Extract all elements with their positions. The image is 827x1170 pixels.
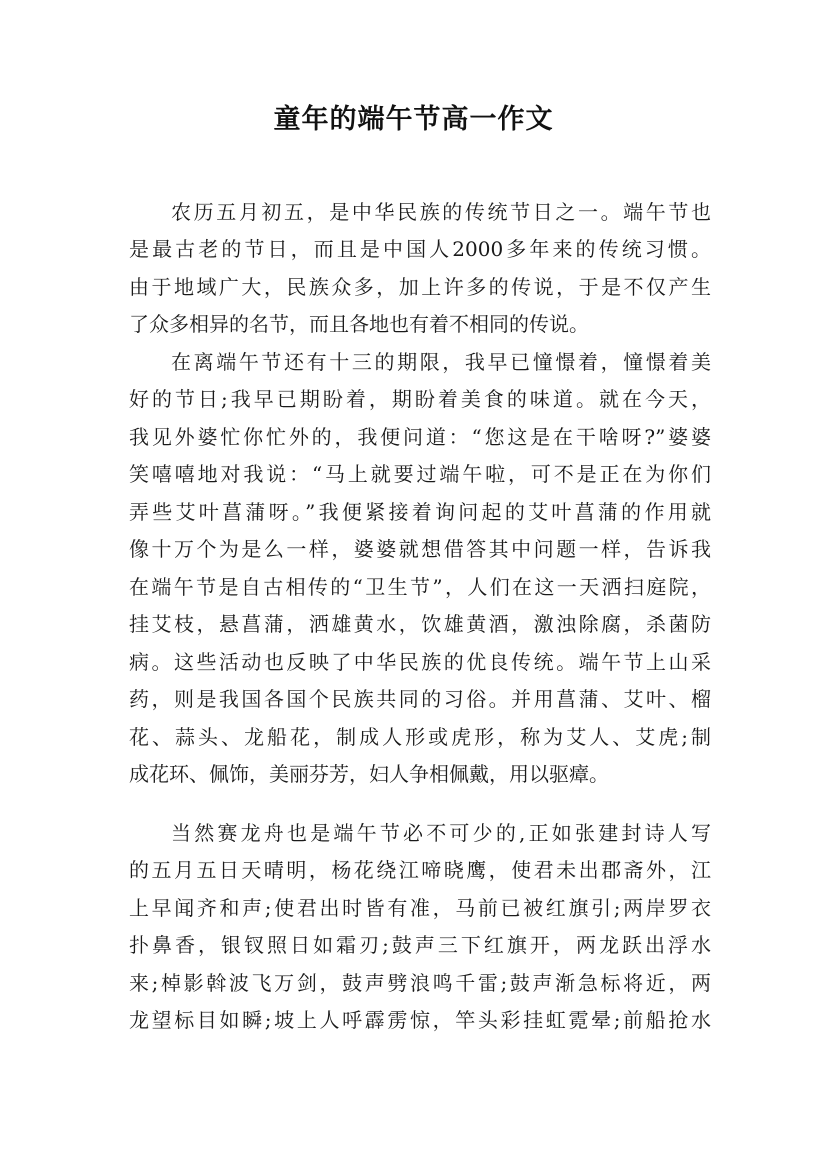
text-line: 上早闻齐和声;使君出时皆有准，马前已被红旗引;两岸罗衣 [129,896,711,920]
text-line: 像十万个为是么一样，婆婆就想借答其中问题一样，告诉我 [129,537,711,561]
text-line: 龙望标目如瞬;坡上人呼霹雳惊，竿头彩挂虹霓晕;前船抢水 [129,1008,711,1032]
text-line: 药，则是我国各国个民族共同的习俗。并用菖蒲、艾叶、榴 [129,687,711,711]
text-line: 挂艾枝，悬菖蒲，洒雄黄水，饮雄黄酒，激浊除腐，杀菌防 [129,612,711,636]
text-line: 的五月五日天晴明，杨花绕江啼晓鹰，使君未出郡斋外，江 [129,858,711,882]
text-line: 好的节日;我早已期盼着，期盼着美食的味道。就在今天， [129,387,711,411]
page-title: 童年的端午节高一作文 [273,104,554,135]
text-line: 在离端午节还有十三的期限，我早已憧憬着，憧憬着美 [171,350,711,374]
text-line: 在端午节是自古相传的“卫生节”，人们在这一天洒扫庭院， [129,575,711,599]
text-line: 花、蒜头、龙船花，制成人形或虎形，称为艾人、艾虎;制 [129,725,711,749]
text-line: 来;棹影斡波飞万剑，鼓声劈浪鸣千雷;鼓声渐急标将近，两 [129,971,711,995]
text-line: 农历五月初五，是中华民族的传统节日之一。端午节也 [171,200,711,224]
text-line: 我见外婆忙你忙外的，我便问道：“您这是在干啥呀?”婆婆 [129,425,711,449]
text-line: 成花环、佩饰，美丽芬芳，妇人争相佩戴，用以驱瘴。 [129,762,609,786]
text-line: 病。这些活动也反映了中华民族的优良传统。端午节上山采 [129,650,711,674]
text-line: 由于地域广大，民族众多，加上许多的传说，于是不仅产生 [129,275,711,299]
text-line: 当然赛龙舟也是端午节必不可少的,正如张建封诗人写 [171,821,711,845]
text-line: 了众多相异的名节，而且各地也有着不相同的传说。 [129,312,589,336]
text-line: 弄些艾叶菖蒲呀。”我便紧接着询问起的艾叶菖蒲的作用就 [129,500,711,524]
text-line: 是最古老的节日，而且是中国人2000多年来的传统习惯。 [129,237,711,261]
text-line: 扑鼻香，银钗照日如霜刃;鼓声三下红旗开，两龙跃出浮水 [129,933,711,957]
text-line: 笑嘻嘻地对我说：“马上就要过端午啦，可不是正在为你们 [129,462,711,486]
